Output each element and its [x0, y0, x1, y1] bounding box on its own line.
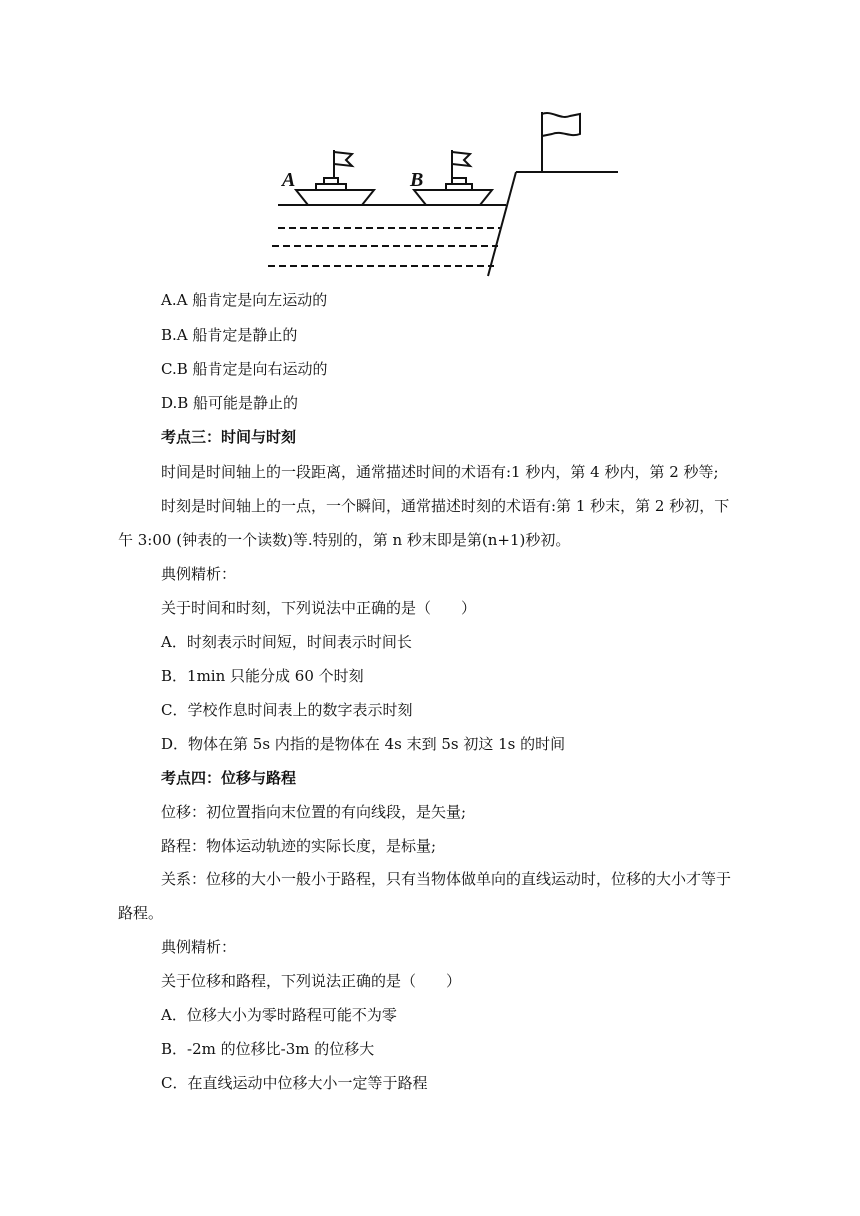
section4-option-a: A．位移大小为零时路程可能不为零 [161, 1006, 397, 1024]
section4-p2: 路程：物体运动轨迹的实际长度，是标量; [161, 837, 437, 855]
option-a: A.A 船肯定是向左运动的 [161, 291, 328, 309]
section3-option-a: A．时刻表示时间短，时间表示时间长 [161, 633, 412, 651]
section3-p1: 时间是时间轴上的一段距离，通常描述时间的术语有:1 秒内，第 4 秒内，第 2 秒等; [161, 463, 719, 481]
section3-heading: 考点三：时间与时刻 [161, 428, 297, 446]
section4-p3-line1: 关系：位移的大小一般小于路程，只有当物体做单向的直线运动时，位移的大小才等于 [161, 870, 732, 888]
section4-example-label: 典例精析： [161, 938, 237, 956]
section3-option-d: D．物体在第 5s 内指的是物体在 4s 末到 5s 初这 1s 的时间 [161, 735, 566, 753]
section3-option-b: B．1min 只能分成 60 个时刻 [161, 667, 364, 685]
boats-figure [262, 108, 622, 278]
option-d: D.B 船可能是静止的 [161, 394, 299, 412]
section4-p3-line2: 路程。 [118, 904, 164, 922]
section4-question: 关于位移和路程，下列说法正确的是（ ） [161, 972, 462, 990]
section3-option-c: C．学校作息时间表上的数字表示时刻 [161, 701, 413, 719]
section4-heading: 考点四：位移与路程 [161, 769, 297, 787]
section3-question: 关于时间和时刻，下列说法中正确的是（ ） [161, 599, 477, 617]
section3-p2-line2: 午 3:00 (钟表的一个读数)等.特别的，第 n 秒末即是第(n+1)秒初。 [118, 531, 571, 549]
section3-p2-line1: 时刻是时间轴上的一点，一个瞬间，通常描述时刻的术语有:第 1 秒末，第 2 秒初，下 [161, 497, 730, 515]
label-a: A [282, 169, 296, 191]
section3-example-label: 典例精析： [161, 565, 237, 583]
boat-a [296, 150, 374, 205]
section4-option-b: B．-2m 的位移比-3m 的位移大 [161, 1040, 375, 1058]
section4-option-c: C．在直线运动中位移大小一定等于路程 [161, 1074, 428, 1092]
option-b: B.A 船肯定是静止的 [161, 326, 298, 344]
section4-p1: 位移：初位置指向末位置的有向线段，是矢量; [161, 803, 467, 821]
label-b: B [410, 169, 424, 191]
boat-b [414, 150, 492, 205]
option-c: C.B 船肯定是向右运动的 [161, 360, 328, 378]
